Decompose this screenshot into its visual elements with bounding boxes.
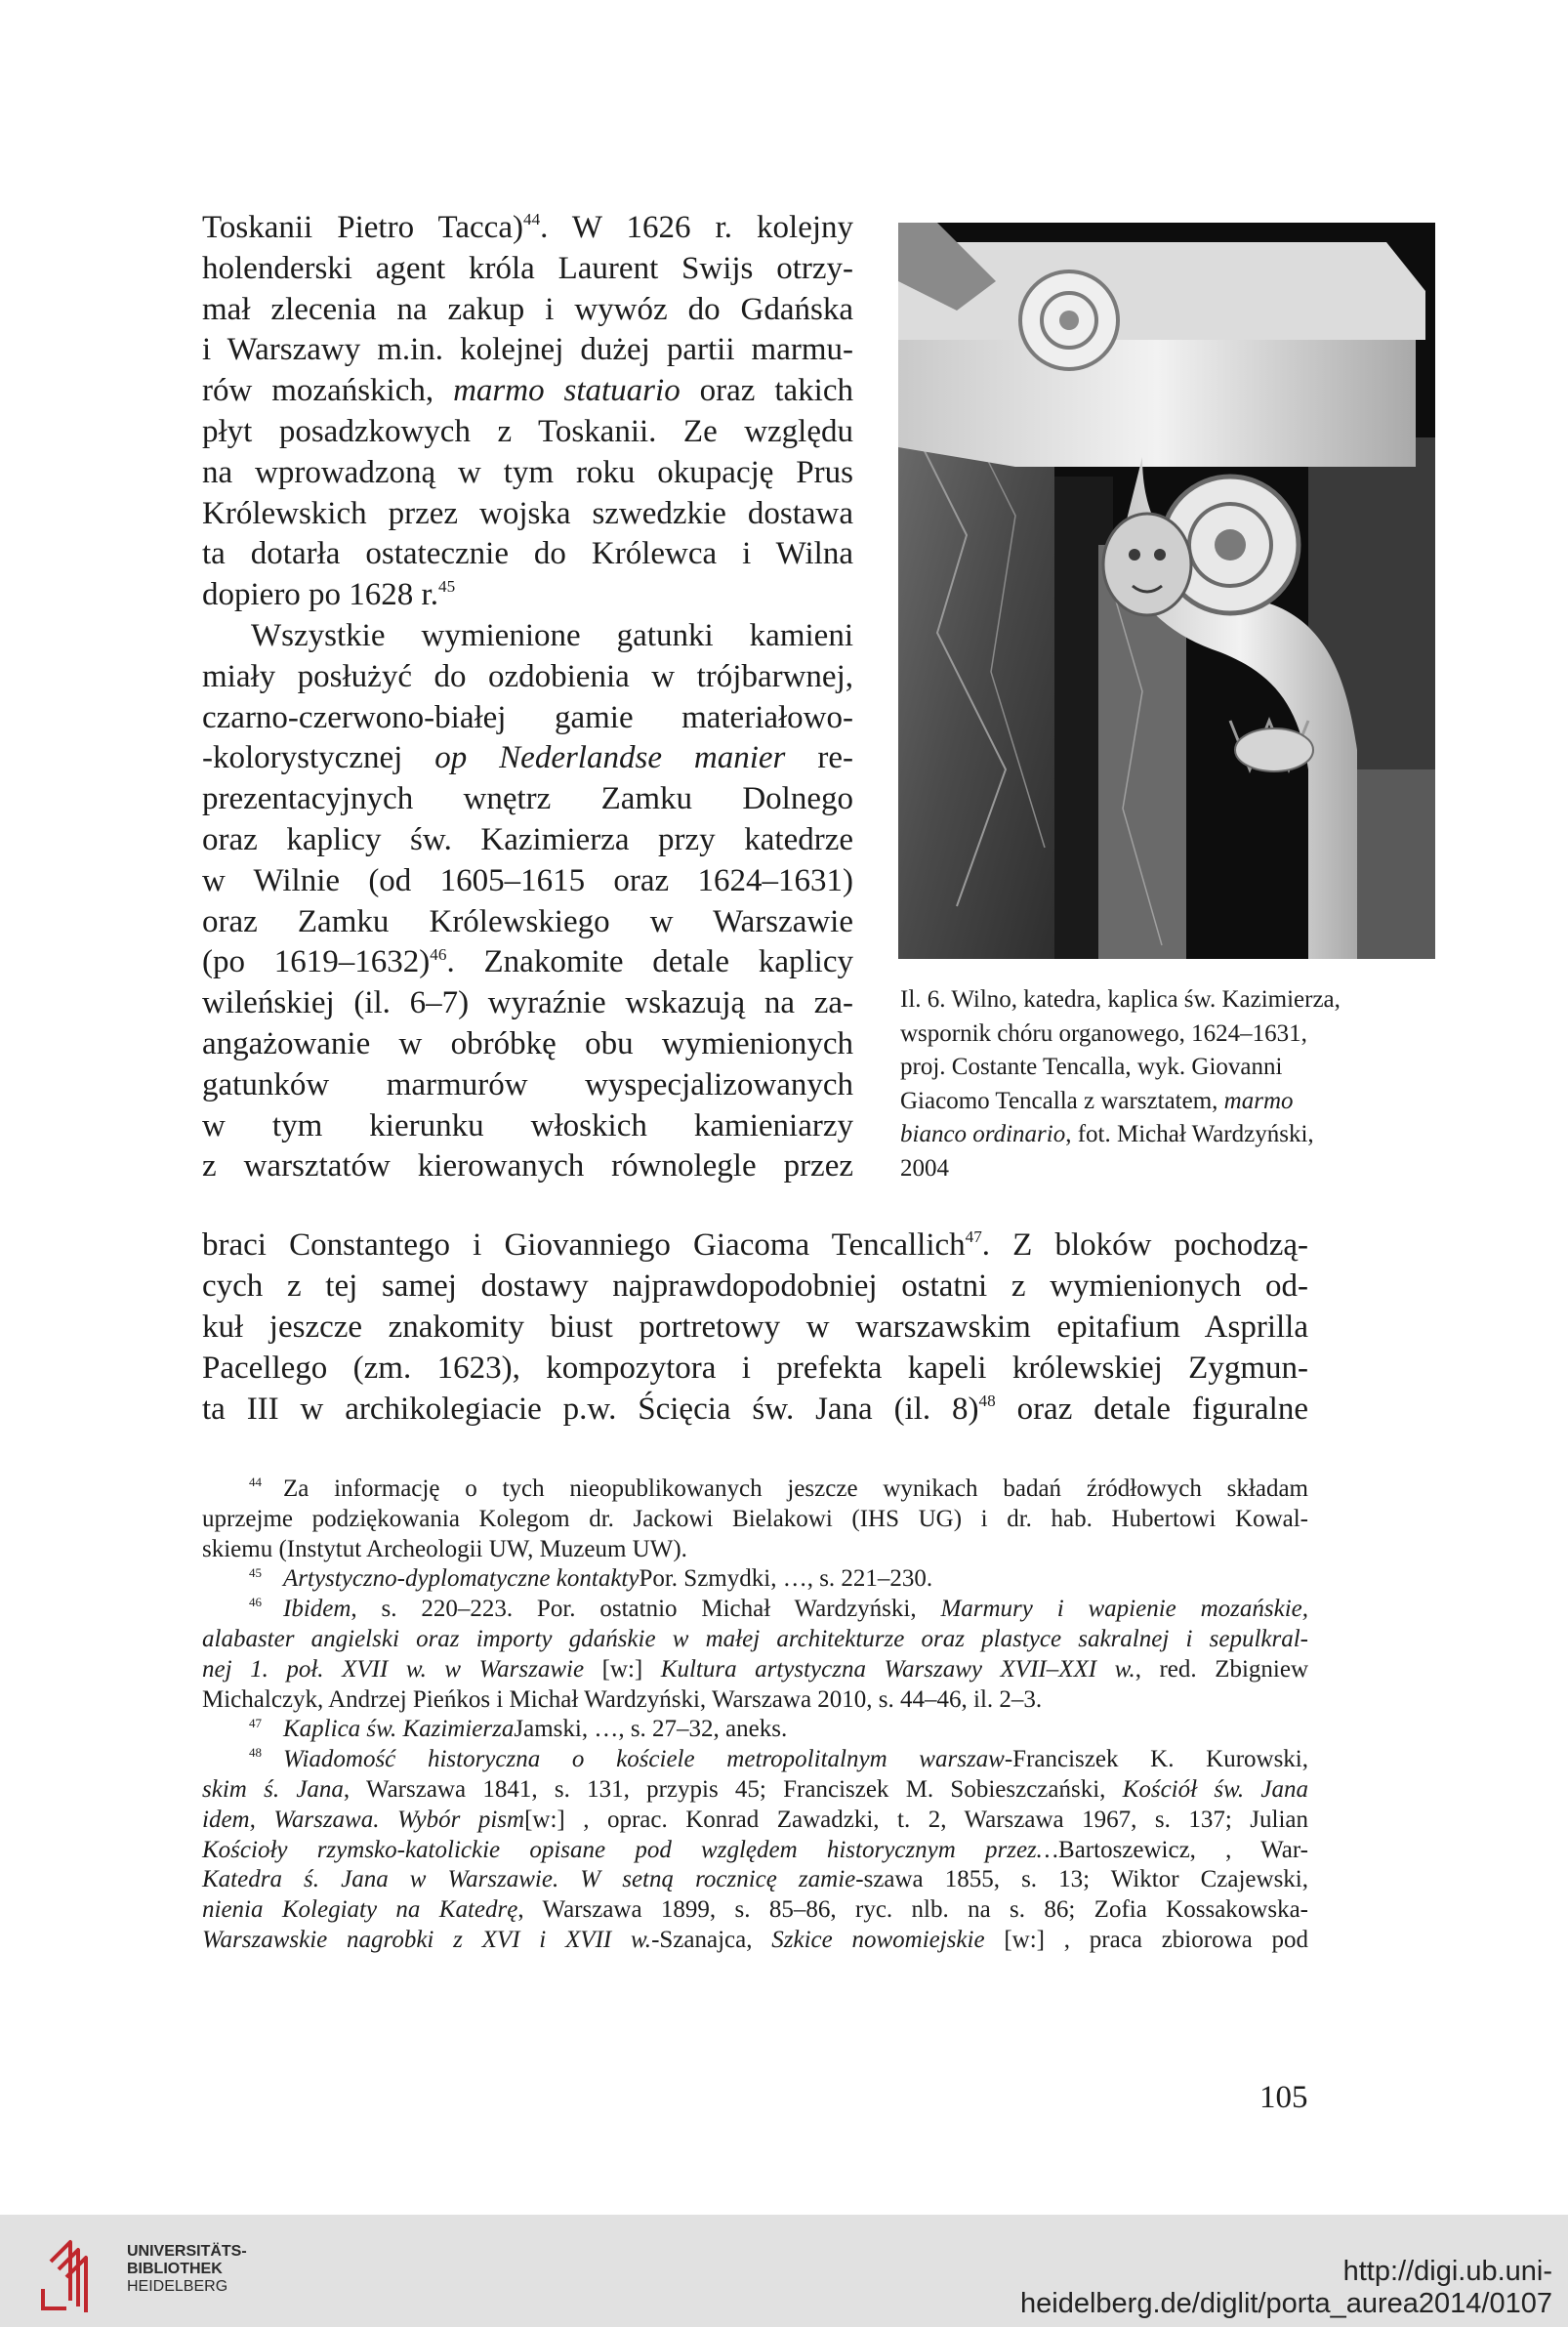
italic-text: Marmury i wapienie mozańskie, (940, 1596, 1308, 1623)
body-line: w tym kierunku włoskich kamieniarzy (202, 1107, 853, 1143)
body-line: ta dotarła ostatecznie do Królewca i Wilna (202, 536, 853, 572)
italic-text: Warszawskie nagrobki z XVI i XVII w. (202, 1927, 652, 1953)
body-line: ta III w archikolegiacie p.w. Ścięcia św. Jana (il. 8)$^{48}$ oraz detale figuralne (202, 1392, 1308, 1427)
footnote-ref: 46 (249, 1595, 262, 1610)
italic-text: Kaplica św. Kazimierza (283, 1716, 515, 1743)
source-url-link[interactable]: http://digi.ub.uni-heidelberg.de/diglit/porta_aurea2014/0107 (1020, 2256, 1552, 2319)
footnote-line: Warszawskie nagrobki z XVI i XVII w.-Szanajca, Szkice nowomiejskie [w:] , praca zbiorowa pod (202, 1927, 1308, 1953)
italic-text: skim ś. Jana (202, 1776, 344, 1803)
body-line: holenderski agent króla Laurent Swijs otrzy- (202, 250, 853, 286)
italic-text: Kultura artystyczna Warszawy XVII–XXI w. (660, 1655, 1135, 1683)
body-line: braci Constantego i Giovanniego Giacoma Tencallich$^{47}$. Z bloków pochodzą- (202, 1227, 1308, 1263)
caption-line: Il. 6. Wilno, katedra, kaplica św. Kazimierza, (900, 986, 1341, 1013)
body-line: dopiero po 1628 r.$^{45}$ (202, 577, 456, 613)
footnote-ref: 46 (430, 944, 447, 964)
body-line: (po 1619–1632)$^{46}$. Znakomite detale kaplicy (202, 944, 853, 980)
footnote-line: $^{46}$ Ibidem, s. 220–223. Por. ostatnio Michał Wardzyński, Marmury i wapienie mozańskie, (249, 1595, 1308, 1623)
footnote-ref: 47 (965, 1227, 982, 1247)
footnote-line: idem, Warszawa. Wybór pism[w:] , oprac. Konrad Zawadzki, t. 2, Warszawa 1967, s. 137; Julian (202, 1806, 1308, 1833)
footnote-ref: 48 (249, 1745, 262, 1761)
caption-line: Giacomo Tencalla z warsztatem, marmo (900, 1087, 1294, 1114)
italic-text: Artystyczno-dyplomatyczne kontakty (283, 1565, 640, 1593)
page-number: 105 (1259, 2080, 1308, 2115)
footnote-line: Michalczyk, Andrzej Pieńkos i Michał Wardzyński, Warszawa 2010, s. 44–46, il. 2–3. (202, 1685, 1043, 1713)
footnote-line: skim ś. Jana, Warszawa 1841, s. 131, przypis 45; Franciszek M. Sobieszczański, Kościół św. Jana (202, 1776, 1308, 1803)
body-line: kuł jeszcze znakomity biust portretowy w warszawskim epitafium Asprilla (202, 1309, 1308, 1345)
italic-text: Kościół św. Jana (1122, 1776, 1308, 1803)
body-line: czarno-czerwono-białej gamie materiałowo- (202, 699, 853, 735)
footnote-line: skiemu (Instytut Archeologii UW, Muzeum UW). (202, 1535, 687, 1562)
caption-line: 2004 (900, 1155, 949, 1182)
italic-text: idem, Warszawa. Wybór pism (202, 1806, 525, 1833)
body-line: Wszystkie wymienione gatunki kamieni (251, 618, 853, 653)
footnote-ref: 45 (249, 1564, 262, 1580)
italic-text: marmo statuario (453, 373, 681, 409)
body-line: rów mozańskich, marmo statuario oraz takich (202, 373, 853, 409)
library-footer-bar (0, 2215, 1568, 2327)
body-line: płyt posadzkowych z Toskanii. Ze względu (202, 414, 853, 449)
footnote-line: uprzejme podziękowania Kolegom dr. Jackowi Bielakowi (IHS UG) i dr. hab. Hubertowi Kowal- (202, 1505, 1308, 1532)
footnote-line: $^{48}$ Wiadomość historyczna o kościele metropolitalnym warszaw-Franciszek K. Kurowski, (249, 1745, 1308, 1773)
italic-text: nienia Kolegiaty na Katedrę (202, 1896, 518, 1924)
library-name (127, 2243, 247, 2296)
body-line: -kolorystycznej op Nederlandse manier re- (202, 740, 853, 776)
footnote-line: nienia Kolegiaty na Katedrę, Warszawa 1899, s. 85–86, ryc. nlb. na s. 86; Zofia Kossakowska- (202, 1896, 1308, 1924)
body-line: gatunków marmurów wyspecjalizowanych (202, 1066, 853, 1102)
body-line: wileńskiej (il. 6–7) wyraźnie wskazują na za- (202, 985, 853, 1021)
body-line: z warsztatów kierowanych równolegle przez (202, 1148, 853, 1184)
body-line: na wprowadzoną w tym roku okupację Prus (202, 454, 853, 490)
body-line: oraz kaplicy św. Kazimierza przy katedrze (202, 822, 853, 857)
body-line: angażowanie w obróbkę obu wymienionych (202, 1026, 853, 1061)
body-line: mał zlecenia na zakup i wywóz do Gdańska (202, 291, 853, 327)
footnote-line: $^{44}$ Za informację o tych nieopublikowanych jeszcze wynikach badań źródłowych składam (249, 1475, 1308, 1502)
library-name-line1: UNIVERSITÄTS- (127, 2243, 247, 2260)
italic-text: Ibidem (283, 1596, 351, 1623)
italic-text: marmo (1223, 1087, 1294, 1114)
body-line: Pacellego (zm. 1623), kompozytora i prefekta kapeli królewskiej Zygmun- (202, 1350, 1308, 1386)
body-line: w Wilnie (od 1605–1615 oraz 1624–1631) (202, 862, 853, 898)
footnote-line: $^{47}$ Kaplica św. KazimierzaJamski, …, s. 27–32, aneks. (249, 1715, 788, 1743)
body-line: i Warszawy m.in. kolejnej dużej partii marmu- (202, 332, 853, 368)
library-name-line2: BIBLIOTHEK (127, 2261, 223, 2277)
footnote-ref: 44 (249, 1475, 262, 1490)
italic-text: bianco ordinario (900, 1121, 1066, 1148)
footnote-ref: 48 (978, 1392, 996, 1411)
library-name-line3: HEIDELBERG (127, 2278, 228, 2295)
body-line: cych z tej samej dostawy najprawdopodobniej ostatni z wymienionych od- (202, 1268, 1308, 1304)
body-line: prezentacyjnych wnętrz Zamku Dolnego (202, 781, 853, 817)
italic-text: Kościoły rzymsko-katolickie opisane pod względem historycznym przez… (202, 1836, 1059, 1863)
footnote-line: $^{45}$ Artystyczno-dyplomatyczne kontaktyPor. Szmydki, …, s. 221–230. (249, 1564, 933, 1593)
body-line: oraz Zamku Królewskiego w Warszawie (202, 903, 853, 939)
italic-text: op Nederlandse manier (434, 740, 786, 776)
footnote-line: nej 1. poł. XVII w. w Warszawie [w:] Kultura artystyczna Warszawy XVII–XXI w., red. Zbigniew (202, 1655, 1309, 1683)
footnote-line: Katedra ś. Jana w Warszawie. W setną rocznicę zamie-szawa 1855, s. 13; Wiktor Czajewski, (202, 1866, 1308, 1893)
body-line: Toskanii Pietro Tacca)$^{44}$. W 1626 r. kolejny (202, 210, 854, 245)
italic-text: Katedra ś. Jana w Warszawie. W setną rocznicę zamie- (202, 1866, 864, 1893)
italic-text: Wiadomość historyczna o kościele metropolitalnym warszaw- (283, 1746, 1013, 1773)
library-logo-icon (37, 2234, 117, 2314)
footnote-ref: 45 (437, 577, 456, 597)
footnote-ref: 47 (249, 1715, 262, 1730)
photo-cathedral-bracket (898, 223, 1435, 959)
caption-line: wspornik chóru organowego, 1624–1631, (900, 1019, 1307, 1047)
italic-text: nej 1. poł. XVII w. w Warszawie (202, 1655, 585, 1683)
footnote-ref: 44 (522, 210, 541, 229)
footnote-line: Kościoły rzymsko-katolickie opisane pod względem historycznym przez…Bartoszewicz, , War- (202, 1836, 1309, 1863)
bracket-photo-image (898, 223, 1435, 959)
caption-line: bianco ordinario, fot. Michał Wardzyński, (900, 1121, 1314, 1148)
italic-text: alabaster angielski oraz importy gdańskie w małej architekturze oraz plastyce sakralnej i sepulkral- (202, 1626, 1308, 1652)
caption-line: proj. Costante Tencalla, wyk. Giovanni (900, 1054, 1283, 1081)
body-line: miały posłużyć do ozdobienia w trójbarwnej, (202, 658, 853, 694)
italic-text: Szkice nowomiejskie (771, 1927, 985, 1953)
footnote-line (202, 1624, 1308, 1654)
body-line: Królewskich przez wojska szwedzkie dostawa (202, 495, 853, 531)
